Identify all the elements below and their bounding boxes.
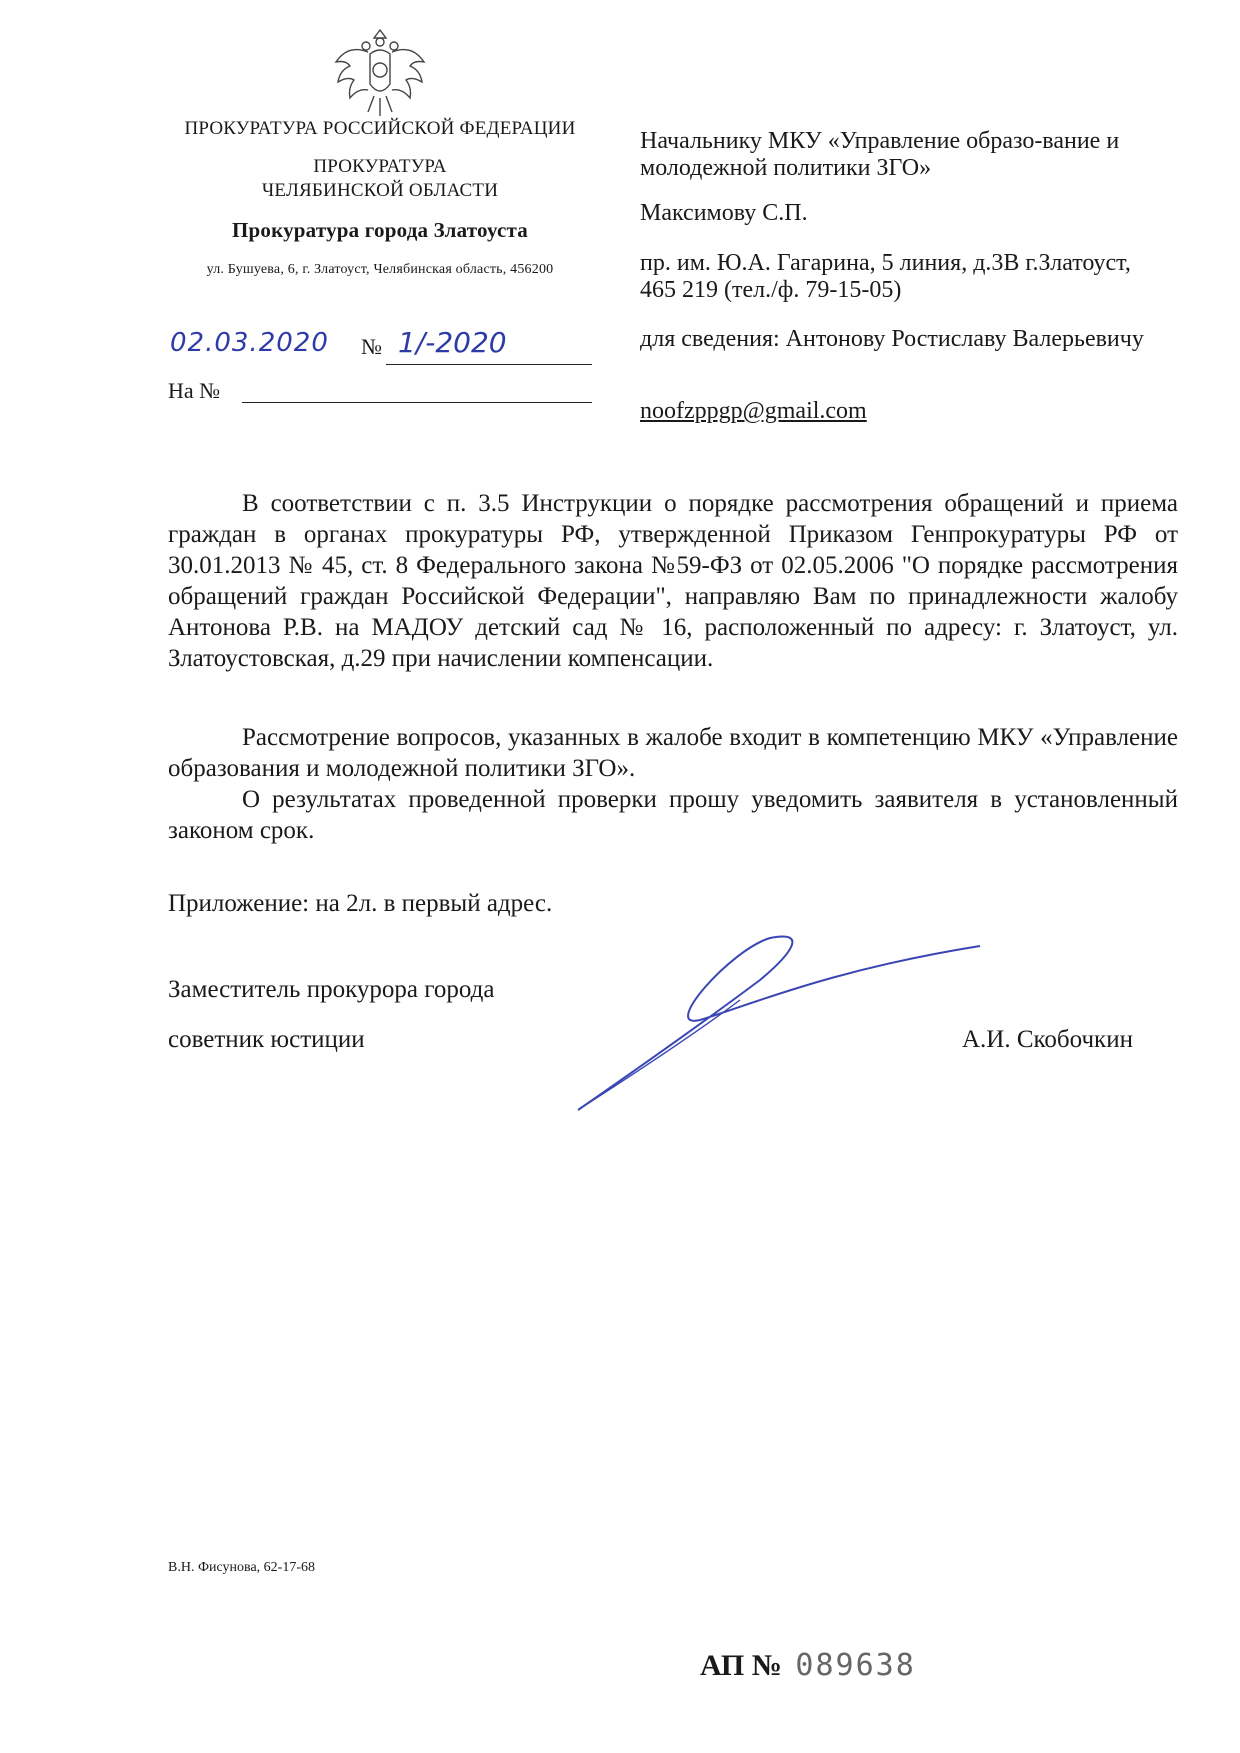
serial-value: 089638 [795, 1648, 916, 1683]
body-paragraph-3: О результатах проведенной проверки прошу уведомить заявителя в установленный законом срок. [168, 786, 1178, 844]
body-paragraph-2: Рассмотрение вопросов, указанных в жалобе входит в компетенцию МКУ «Управление образования и молодежной политики ЗГО». [168, 724, 1178, 782]
header-prosecutor: ПРОКУРАТУРА [313, 156, 447, 177]
executor-info: В.Н. Фисунова, 62-17-68 [168, 1560, 315, 1575]
signer-rank: советник юстиции [168, 1026, 365, 1053]
attachment-note: Приложение: на 2л. в первый адрес. [168, 890, 553, 917]
header-address: ул. Бушуева, 6, г. Златоуст, Челябинская область, 456200 [206, 262, 554, 277]
registration-date: 02.03.2020 [170, 328, 329, 358]
addressee-name: Максимову С.П. [640, 200, 808, 226]
coat-of-arms-icon [330, 24, 430, 124]
registration-underline [386, 364, 592, 365]
signer-position: Заместитель прокурора города [168, 976, 495, 1003]
handwritten-signature-icon [570, 910, 990, 1130]
serial-label: АП № [700, 1649, 782, 1682]
registration-line [168, 326, 592, 370]
signer-name: А.И. Скобочкин [962, 1026, 1133, 1053]
addressee-address: пр. им. Ю.А. Гагарина, 5 линия, д.3В г.Златоуст, 465 219 (тел./ф. 79-15-05) [640, 250, 1131, 303]
addressee-head: Начальнику МКУ «Управление образо-вание и молодежной политики ЗГО» [640, 128, 1120, 181]
serial-number [700, 1648, 916, 1683]
header-federation: ПРОКУРАТУРА РОССИЙСКОЙ ФЕДЕРАЦИИ [184, 118, 576, 139]
header-region: ЧЕЛЯБИНСКОЙ ОБЛАСТИ [261, 180, 499, 201]
header-city-office: Прокуратура города Златоуста [231, 218, 528, 242]
addressee-email: noofzppgp@gmail.com [640, 398, 867, 424]
registration-number-label: № [361, 334, 382, 359]
body-paragraph-1: В соответствии с п. 3.5 Инструкции о порядке рассмотрения обращений и приема граждан в органах прокуратуры РФ, утвержденной Приказом Генпрокуратуры РФ от 30.01.2013 № 45, ст. 8 Федерального закона №59-ФЗ от 02.05.2006 "О порядке рассмотрения обращений граждан Российской Федерации", направляю Вам по принадлежности жалобу Антонова Р.В. на МАДОУ детский сад № 16, расположенный по адресу: г. Златоуст, ул. Златоустовская, д.29 при начислении компенсации. [168, 490, 1178, 672]
reference-label: На № [168, 378, 221, 403]
reference-underline [242, 402, 592, 403]
addressee-copy: для сведения: Антонову Ростиславу Валерьевичу [640, 326, 1144, 352]
registration-number: 1/-2020 [398, 326, 507, 359]
